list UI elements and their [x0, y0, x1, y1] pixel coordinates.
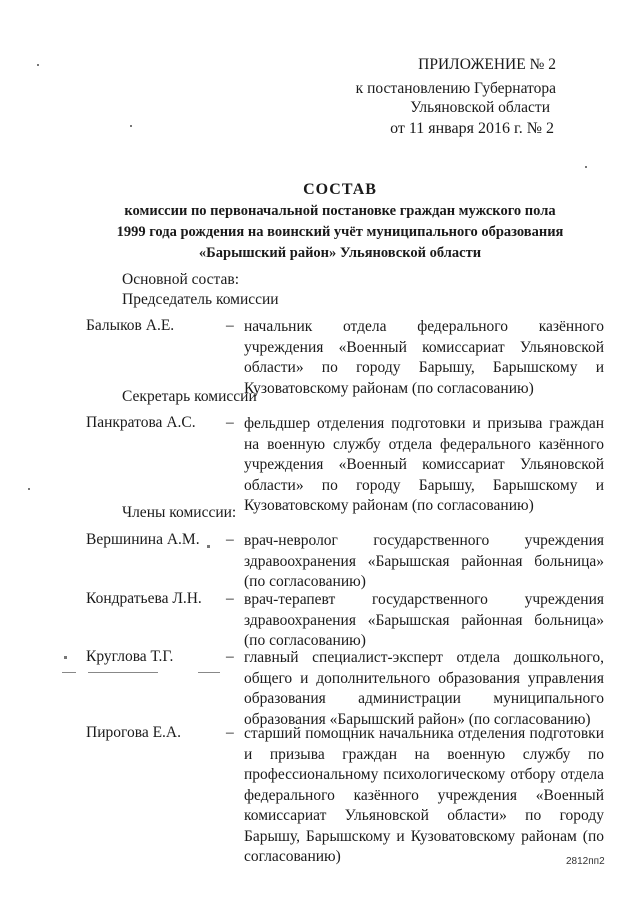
scan-line [198, 672, 220, 673]
member-dash: – [226, 590, 234, 607]
section-secretary: Секретарь комиссии [122, 388, 257, 405]
scan-line [62, 672, 76, 673]
member-dash: – [226, 648, 234, 665]
document-subtitle-line-3: «Барышский район» Ульяновской области [198, 245, 482, 261]
document-subtitle-line-1: комиссии по первоначальной постановке граждан мужского пола [124, 203, 556, 219]
member-description: начальник отдела федерального казённого учреждения «Военный комиссариат Ульяновской области» по городу Барышу, Барышскому и Кузоватовскому районам (по согласованию) [244, 318, 604, 397]
document-subtitle-line-2: 1999 года рождения на воинский учёт муниципального образования [116, 224, 564, 240]
section-members: Члены комиссии: [122, 504, 237, 521]
scan-speck [28, 488, 30, 490]
scan-speck [130, 125, 132, 127]
scan-speck [207, 545, 210, 548]
member-description: фельдшер отделения подготовки и призыва граждан на военную службу отдела федерального казённого учреждения «Военный комиссариат Ульяновской области» по городу Барышу, Барышскому и Кузоватовскому районам (по согласованию) [244, 415, 604, 514]
document-code: 2812пп2 [566, 856, 605, 867]
member-description: врач-терапевт государственного учреждения здравоохранения «Барышская районная больница» (по согласованию) [244, 591, 604, 649]
member-name: Пирогова Е.А. [86, 724, 181, 741]
member-dash: – [226, 531, 234, 548]
member-name: Панкратова А.С. [86, 414, 196, 431]
member-dash: – [226, 414, 234, 431]
appendix-title: ПРИЛОЖЕНИЕ № 2 [418, 56, 556, 73]
appendix-date-line: от 11 января 2016 г. № 2 [390, 120, 554, 137]
appendix-region-line: Ульяновской области [410, 99, 550, 116]
section-chairman: Председатель комиссии [122, 291, 279, 308]
appendix-decree-line: к постановлению Губернатора [355, 80, 556, 97]
document-title: СОСТАВ [303, 181, 377, 198]
member-name: Кондратьева Л.Н. [86, 590, 202, 607]
member-description: главный специалист-эксперт отдела дошкольного, общего и дополнительного образования управления образования администрации муниципального образования «Барышский район» (по согласованию) [244, 649, 604, 728]
scan-speck [64, 656, 67, 659]
member-name: Круглова Т.Г. [86, 648, 174, 665]
member-dash: – [226, 317, 234, 334]
scan-speck [37, 64, 39, 66]
scan-speck [585, 166, 587, 168]
member-description: старший помощник начальника отделения подготовки и призыва граждан на военную службу по профессиональному психологическому отбору отдела федерального казённого учреждения «Военный комиссариат Ульяновской области» по городу Барышу, Барышскому и Кузоватовскому районам (по согласованию) [244, 725, 604, 865]
scan-line [88, 672, 158, 673]
member-name: Балыков А.Е. [86, 317, 175, 334]
section-main-composition: Основной состав: [122, 271, 240, 288]
member-dash: – [226, 724, 234, 741]
member-name: Вершинина А.М. [86, 531, 200, 548]
member-description: врач-невролог государственного учреждения здравоохранения «Барышская районная больница» (по согласованию) [244, 532, 604, 590]
